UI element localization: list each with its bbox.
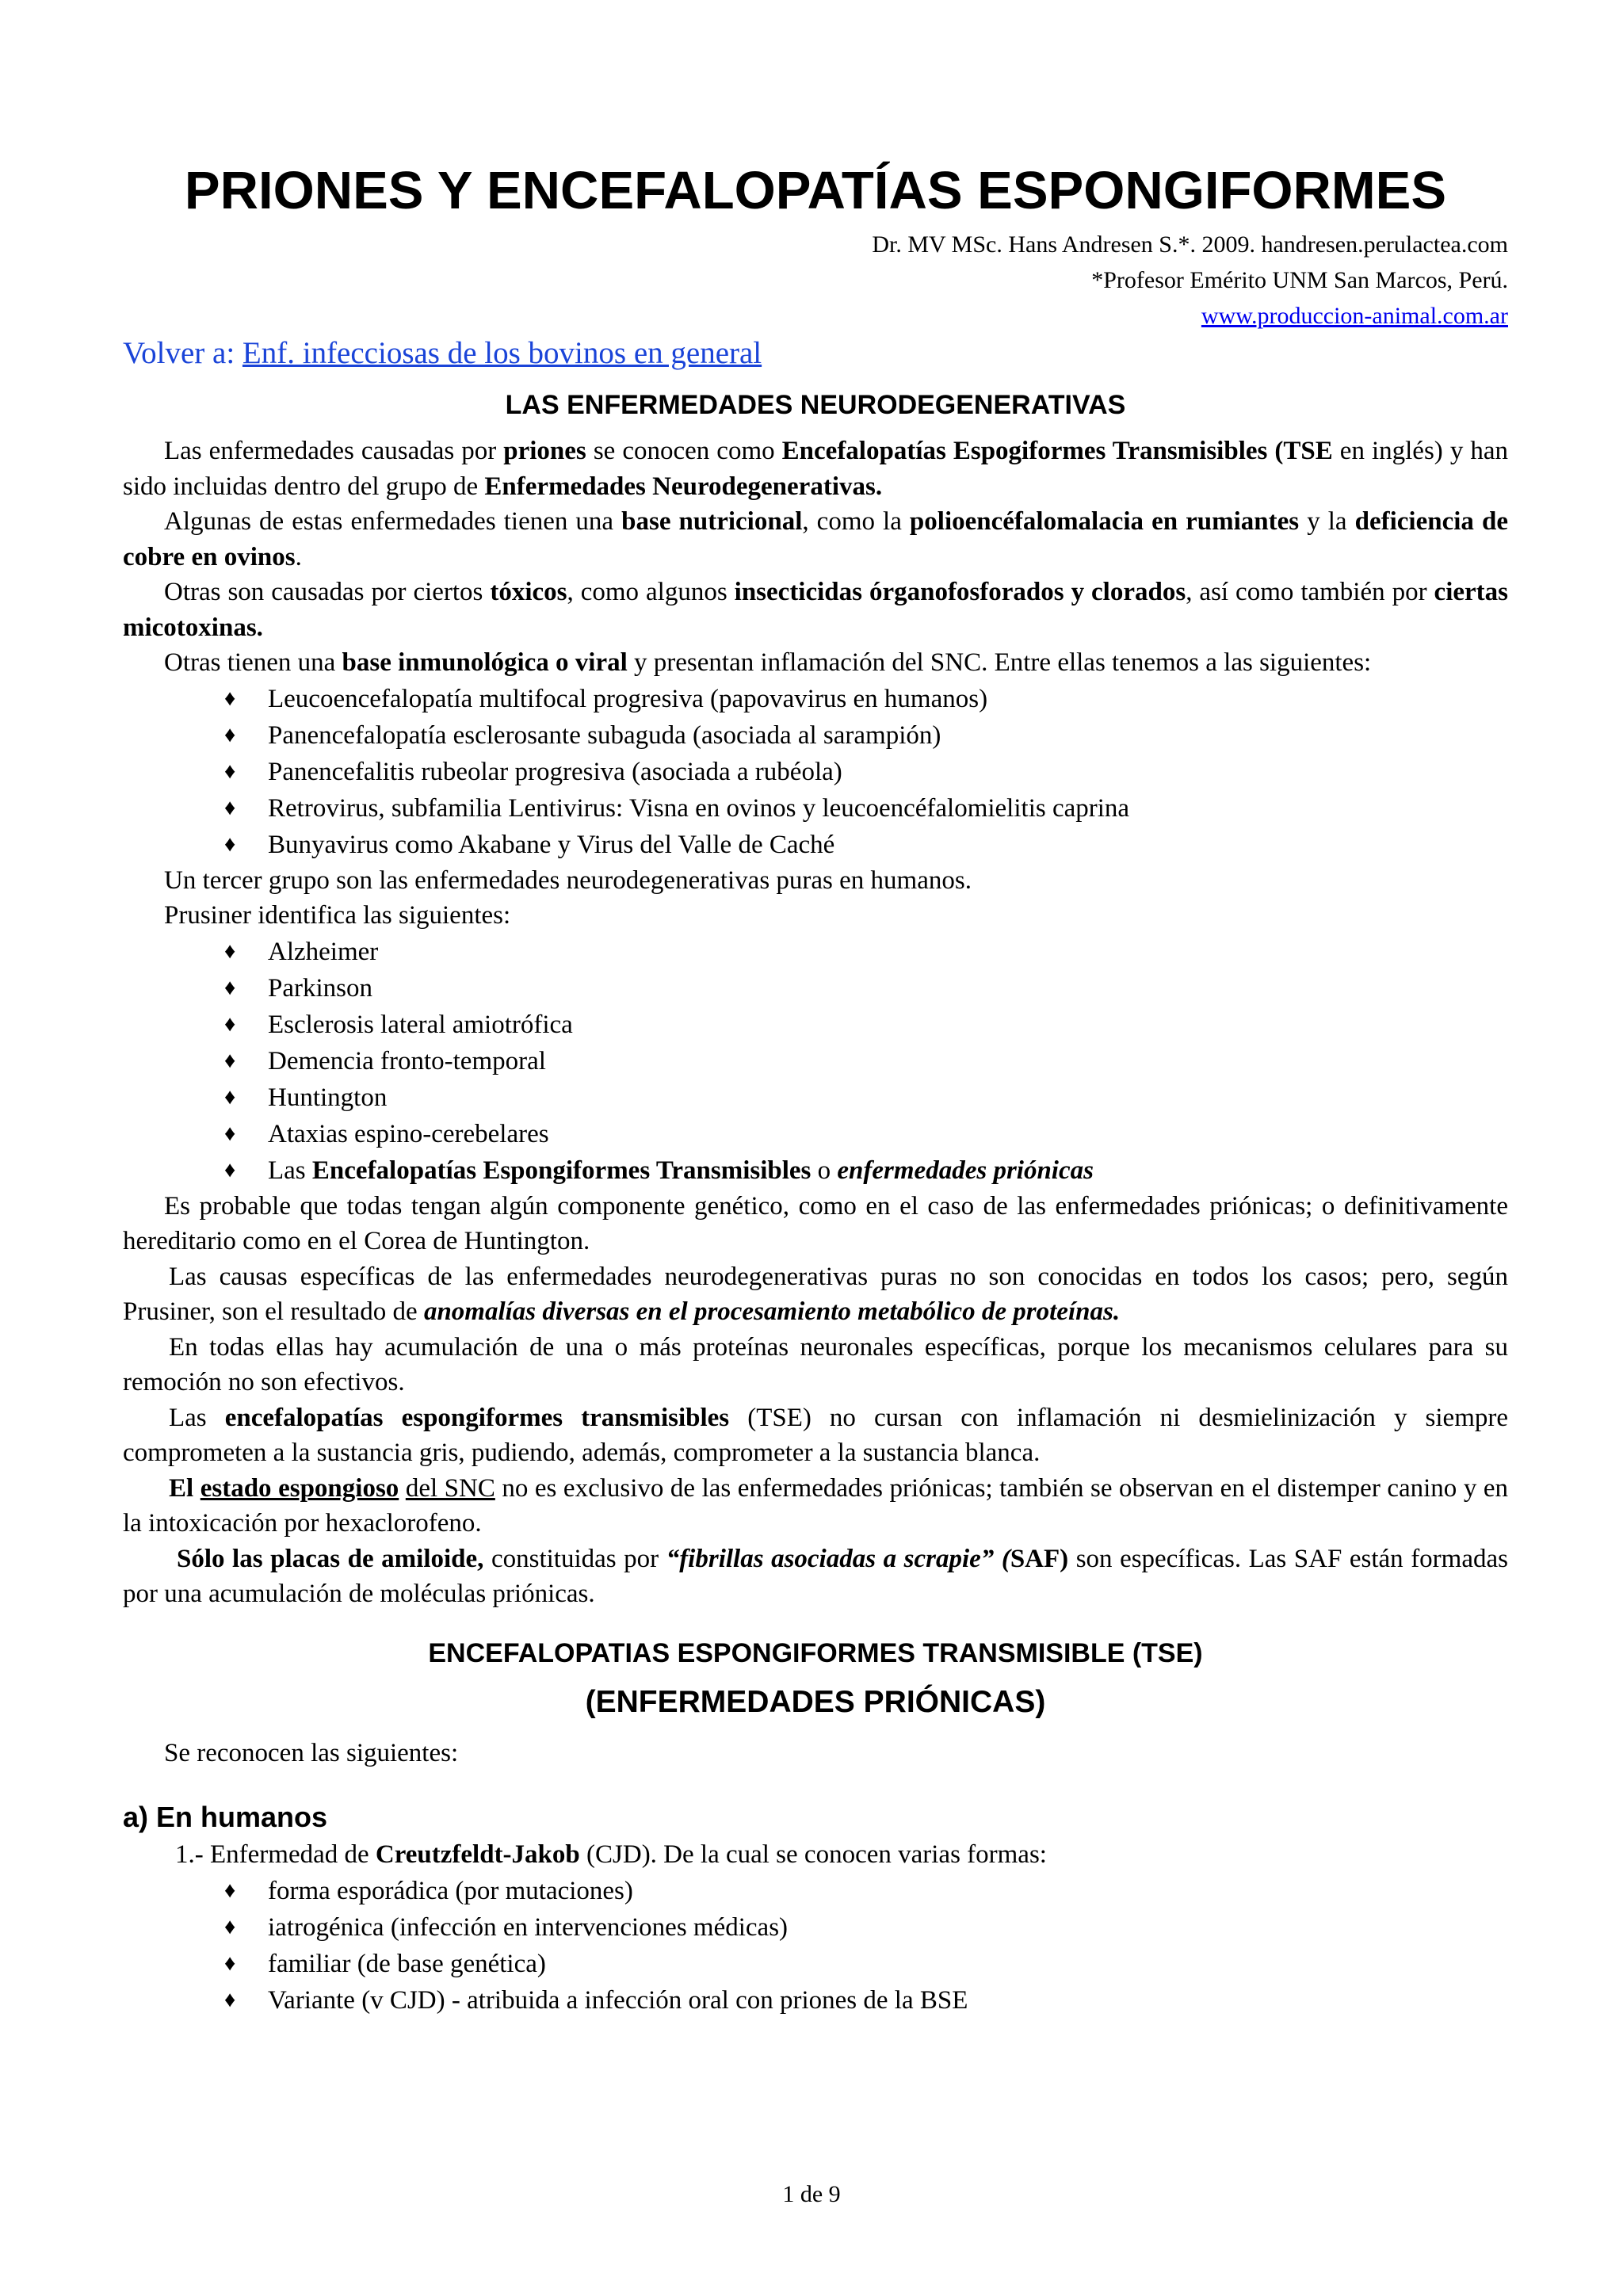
paragraph-7: Es probable que todas tengan algún componente genético, como en el caso de las enfermedades priónicas; o definitivamente hereditario como en el Corea de Huntington.	[123, 1191, 1508, 1255]
paragraph-cjd: 1.- Enfermedad de Creutzfeldt-Jakob (CJD). De la cual se conocen varias formas:	[175, 1840, 1047, 1869]
viral-disease-list	[123, 681, 1508, 863]
bullet-icon: ♦	[224, 722, 236, 747]
back-navigation	[123, 334, 1508, 373]
back-prefix: Volver a:	[123, 336, 242, 370]
back-link[interactable]: Enf. infecciosas de los bovinos en general	[242, 336, 762, 370]
bullet-icon: ♦	[224, 1048, 236, 1073]
bullet-icon: ♦	[224, 1157, 236, 1182]
list-item: ♦ iatrogénica (infección en intervenciones médicas)	[224, 1909, 1508, 1946]
pure-neurodegenerative-list	[123, 934, 1508, 1189]
bullet-icon: ♦	[224, 1987, 236, 2012]
bullet-icon: ♦	[224, 1084, 236, 1110]
author-line-2: *Profesor Emérito UNM San Marcos, Perú.	[1091, 267, 1508, 293]
author-line-1: Dr. MV MSc. Hans Andresen S.*. 2009. handresen.perulactea.com	[872, 231, 1508, 258]
page-number: 1 de 9	[782, 2181, 841, 2207]
document-title: PRIONES Y ENCEFALOPATÍAS ESPONGIFORMES	[184, 161, 1447, 220]
subheading-humans: a) En humanos	[123, 1801, 328, 1833]
section-heading-prion-diseases: (ENFERMEDADES PRIÓNICAS)	[585, 1684, 1046, 1719]
bullet-icon: ♦	[224, 1878, 236, 1903]
paragraph-5: Un tercer grupo son las enfermedades neurodegenerativas puras en humanos.	[164, 865, 972, 895]
list-item: ♦ Panencefalitis rubeolar progresiva (asociada a rubéola)	[224, 754, 1508, 790]
source-website-link[interactable]: www.produccion-animal.com.ar	[1201, 303, 1508, 329]
list-item: ♦ Bunyavirus como Akabane y Virus del Valle de Caché	[224, 827, 1508, 863]
bullet-icon: ♦	[224, 686, 236, 711]
bullet-icon: ♦	[224, 1914, 236, 1939]
paragraph-10: Las encefalopatías espongiformes transmisibles (TSE) no cursan con inflamación ni desmielinización y siempre comprometen a la sustancia gris, pudiendo, además, comprometer a la sustancia blanca.	[123, 1403, 1508, 1467]
paragraph-2: Algunas de estas enfermedades tienen una base nutricional, como la polioencéfalomalacia en rumiantes y la deficiencia de cobre en ovinos.	[123, 507, 1508, 571]
list-item: ♦ Panencefalopatía esclerosante subaguda (asociada al sarampión)	[224, 717, 1508, 754]
author-block	[123, 227, 1508, 334]
bullet-icon: ♦	[224, 938, 236, 964]
list-item: ♦ Alzheimer	[224, 934, 1508, 970]
list-item: ♦ Variante (v CJD) - atribuida a infección oral con priones de la BSE	[224, 1982, 1508, 2019]
list-item: ♦ forma esporádica (por mutaciones)	[224, 1873, 1508, 1909]
section-heading-tse: ENCEFALOPATIAS ESPONGIFORMES TRANSMISIBLE (TSE)	[428, 1637, 1203, 1668]
bullet-icon: ♦	[224, 975, 236, 1000]
paragraph-11: El estado espongioso del SNC no es exclusivo de las enfermedades priónicas; también se observan en el distemper canino y en la intoxicación por hexaclorofeno.	[123, 1473, 1508, 1538]
paragraph-12: Sólo las placas de amiloide, constituidas por “fibrillas asociadas a scrapie” (SAF) son específicas. Las SAF están formadas por una acumulación de moléculas priónicas.	[123, 1544, 1508, 1608]
bullet-icon: ♦	[224, 795, 236, 820]
paragraph-1: Las enfermedades causadas por priones se conocen como Encefalopatías Espogiformes Transmisibles (TSE en inglés) y han sido incluidas dentro del grupo de Enfermedades Neurodegenerativas.	[123, 437, 1508, 501]
paragraph-3: Otras son causadas por ciertos tóxicos, como algunos insecticidas órganofosforados y clorados, así como también por ciertas micotoxinas.	[123, 578, 1508, 642]
list-item: ♦ Huntington	[224, 1079, 1508, 1116]
bullet-icon: ♦	[224, 1121, 236, 1146]
paragraph-9: En todas ellas hay acumulación de una o más proteínas neuronales específicas, porque los mecanismos celulares para su remoción no son efectivos.	[123, 1332, 1508, 1396]
list-item: ♦ Ataxias espino-cerebelares	[224, 1116, 1508, 1152]
bullet-icon: ♦	[224, 831, 236, 857]
list-item: ♦ Parkinson	[224, 970, 1508, 1007]
bullet-icon: ♦	[224, 1011, 236, 1037]
list-item: ♦ Esclerosis lateral amiotrófica	[224, 1007, 1508, 1043]
cjd-forms-list	[123, 1873, 1508, 2019]
paragraph-intro: Se reconocen las siguientes:	[164, 1738, 459, 1767]
page-content	[123, 155, 1508, 2019]
bullet-icon: ♦	[224, 758, 236, 784]
paragraph-6: Prusiner identifica las siguientes:	[164, 901, 511, 930]
list-item: ♦ Leucoencefalopatía multifocal progresiva (papovavirus en humanos)	[224, 681, 1508, 717]
list-item: ♦ Retrovirus, subfamilia Lentivirus: Visna en ovinos y leucoencéfalomielitis caprina	[224, 790, 1508, 827]
paragraph-8: Las causas específicas de las enfermedades neurodegenerativas puras no son conocidas en todos los casos; pero, según Prusiner, son el resultado de anomalías diversas en el procesamiento metabólico de proteínas.	[123, 1262, 1508, 1326]
paragraph-4: Otras tienen una base inmunológica o viral y presentan inflamación del SNC. Entre ellas tenemos a las siguientes:	[164, 648, 1372, 677]
section-heading-neurodegenerative: LAS ENFERMEDADES NEURODEGENERATIVAS	[505, 390, 1126, 420]
list-item: ♦ familiar (de base genética)	[224, 1946, 1508, 1982]
bullet-icon: ♦	[224, 1950, 236, 1976]
list-item: ♦ Demencia fronto-temporal	[224, 1043, 1508, 1079]
list-item: ♦ Las Encefalopatías Espongiformes Transmisibles o enfermedades priónicas	[224, 1152, 1508, 1189]
